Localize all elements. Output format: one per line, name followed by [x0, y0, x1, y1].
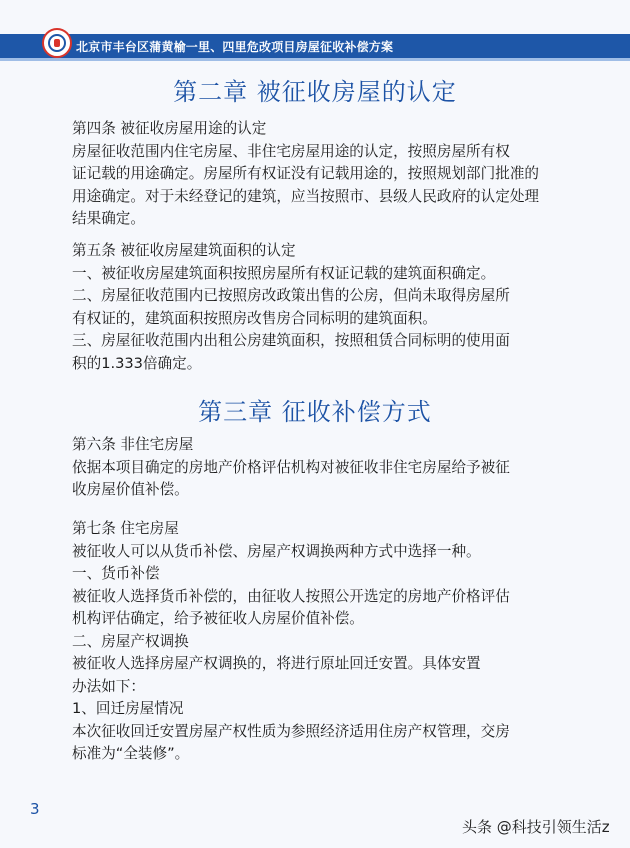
article-7-line: 一、货币补偿 — [72, 565, 160, 582]
article-4-line: 结果确定。 — [72, 210, 145, 227]
article-7 — [72, 518, 592, 766]
article-7-line: 被征收人可以从货币补偿、房屋产权调换两种方式中选择一种。 — [72, 542, 481, 560]
page-number: 3 — [30, 800, 40, 818]
article-5 — [72, 240, 592, 375]
article-7-heading: 第七条 住宅房屋 — [72, 520, 179, 537]
document-header-title: 北京市丰台区蒲黄榆一里、四里危改项目房屋征收补偿方案 — [76, 40, 394, 54]
article-6 — [72, 434, 592, 502]
source-watermark: 头条 @科技引领生活z — [462, 818, 610, 836]
article-6-line: 收房屋价值补偿。 — [72, 481, 189, 498]
article-5-line: 有权证的，建筑面积按照房改售房合同标明的建筑面积。 — [72, 309, 437, 327]
article-5-line: 二、房屋征收范围内已按照房改政策出售的公房，但尚未取得房屋所 — [72, 287, 510, 304]
article-7-line: 1、回迁房屋情况 — [72, 700, 184, 717]
article-5-line: 一、被征收房屋建筑面积按照房屋所有权证记载的建筑面积确定。 — [72, 264, 496, 282]
article-7-line: 本次征收回迁安置房屋产权性质为参照经济适用住房产权管理，交房 — [72, 722, 510, 740]
article-4-line: 用途确定。对于未经登记的建筑，应当按照市、县级人民政府的认定处理 — [72, 187, 540, 205]
emblem-logo — [42, 28, 72, 58]
article-6-line: 依据本项目确定的房地产价格评估机构对被征收非住宅房屋给予被征 — [72, 458, 510, 476]
article-5-heading: 第五条 被征收房屋建筑面积的认定 — [72, 242, 296, 259]
article-7-line: 办法如下： — [72, 677, 145, 695]
article-5-line: 三、房屋征收范围内出租公房建筑面积，按照租赁合同标明的使用面 — [72, 332, 510, 349]
article-4-line: 房屋征收范围内住宅房屋、非住宅房屋用途的认定，按照房屋所有权 — [72, 142, 510, 160]
chapter-2-title: 第二章 被征收房屋的认定 — [173, 78, 457, 106]
article-7-line: 标准为“全装修”。 — [72, 745, 190, 762]
article-6-heading: 第六条 非住宅房屋 — [72, 436, 194, 453]
chapter-3-title: 第三章 征收补偿方式 — [198, 398, 432, 426]
article-4-line: 证记载的用途确定。房屋所有权证没有记载用途的，按照规划部门批准的 — [72, 165, 540, 182]
article-7-line: 二、房屋产权调换 — [72, 632, 189, 650]
article-4 — [72, 118, 592, 231]
article-5-line: 积的1.333倍确定。 — [72, 354, 202, 372]
article-7-line: 机构评估确定，给予被征收人房屋价值补偿。 — [72, 610, 364, 627]
article-7-line: 被征收人选择货币补偿的，由征收人按照公开选定的房地产价格评估 — [72, 587, 510, 605]
logo-mark — [54, 39, 60, 47]
article-7-line: 被征收人选择房屋产权调换的，将进行原址回迁安置。具体安置 — [72, 655, 481, 672]
article-4-heading: 第四条 被征收房屋用途的认定 — [72, 120, 267, 137]
